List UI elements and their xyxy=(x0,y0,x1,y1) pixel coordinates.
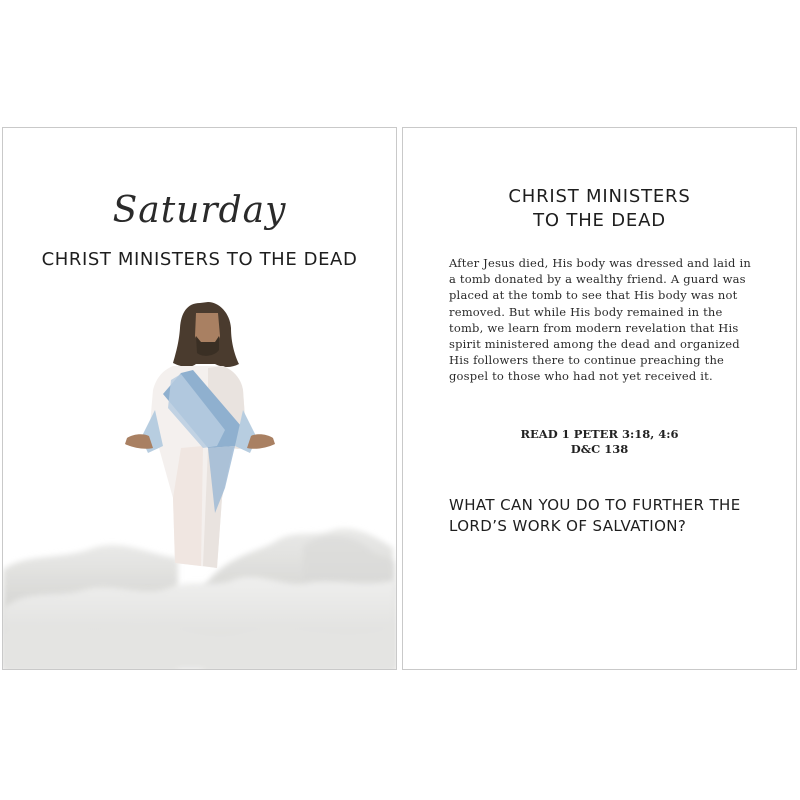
back-title xyxy=(403,185,796,233)
reflection-question: WHAT CAN YOU DO TO FURTHER THE LORD’S WORK OF SALVATION? xyxy=(449,496,741,535)
front-title: CHRIST MINISTERS TO THE DEAD xyxy=(41,249,358,270)
day-script-title: Saturday xyxy=(112,190,287,231)
card-front xyxy=(2,127,397,670)
back-title-line2: TO THE DEAD xyxy=(533,210,666,231)
back-title-line1: CHRIST MINISTERS xyxy=(508,186,691,207)
christ-clouds-illustration xyxy=(3,298,396,670)
christ-figure xyxy=(125,302,275,568)
body-paragraph: After Jesus died, His body was dressed and laid in a tomb donated by a wealthy friend. A guard was placed at the tomb to see that His body was not removed. But while His body remained in the tomb, we learn from modern revelation that His spirit ministered among the dead and organized His followers there to continue preaching the gospel to those who had not yet received it. xyxy=(449,256,751,384)
reference-line2: D&C 138 xyxy=(570,442,629,456)
card-back xyxy=(402,127,797,670)
scripture-reference xyxy=(403,427,796,457)
reference-line1: READ 1 PETER 3:18, 4:6 xyxy=(520,427,679,441)
